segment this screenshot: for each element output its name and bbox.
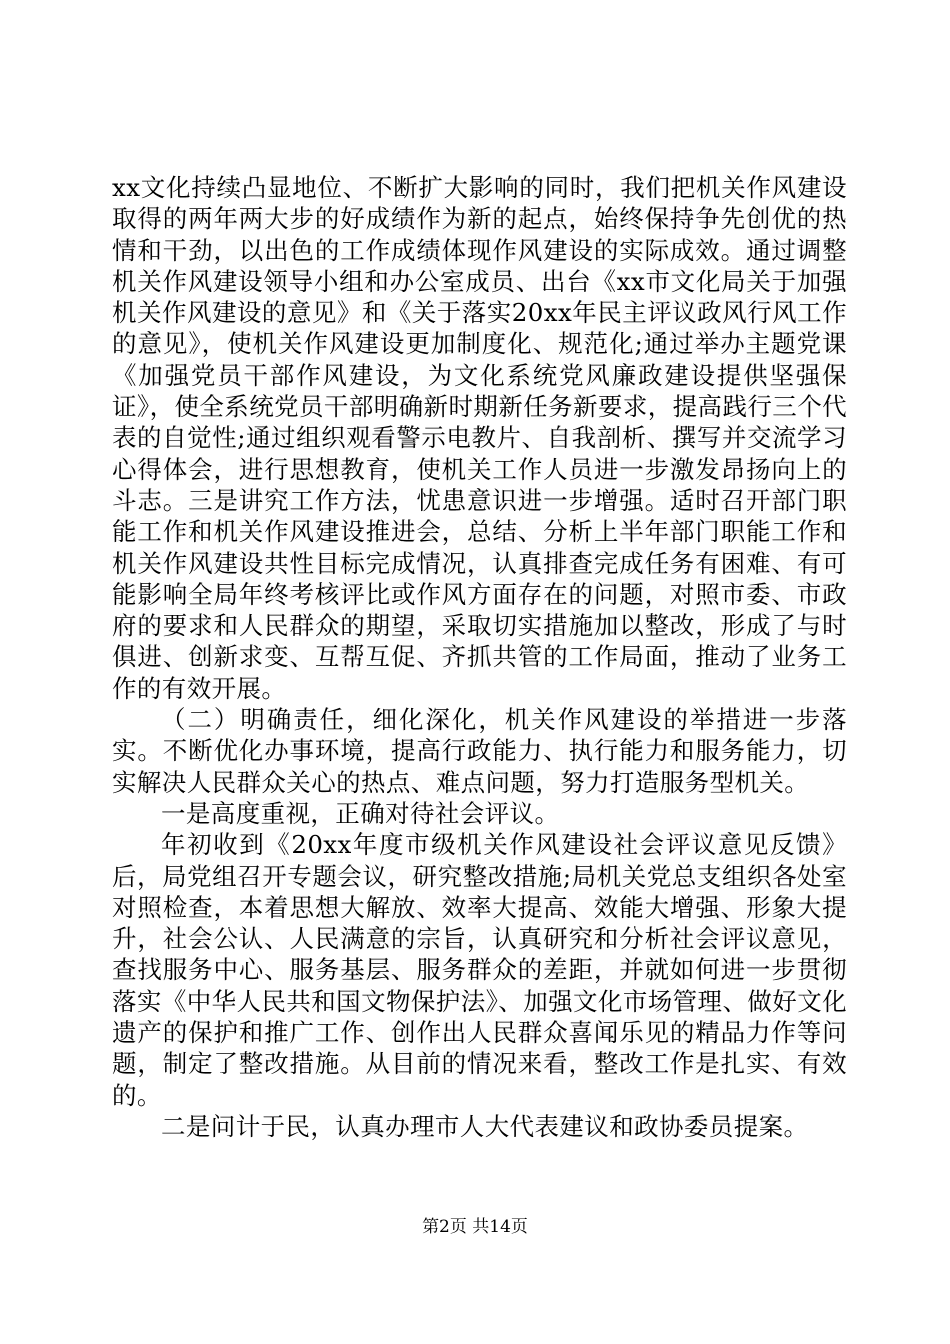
document-body [112, 172, 847, 1142]
paragraph-1: xx文化持续凸显地位、不断扩大影响的同时，我们把机关作风建设取得的两年两大步的好成绩作为新的起点，始终保持争先创优的热情和干劲，以出色的工作成绩体现作风建设的实际成效。通过调整机关作风建设领导小组和办公室成员、出台《xx市文化局关于加强机关作风建设的意见》和《关于落实20xx年民主评议政风行风工作的意见》，使机关作风建设更加制度化、规范化;通过举办主题党课《加强党员干部作风建设，为文化系统党风廉政建设提供坚强保证》，使全系统党员干部明确新时期新任务新要求，提高践行三个代表的自觉性;通过组织观看警示电教片、自我剖析、撰写并交流学习心得体会，进行思想教育，使机关工作人员进一步激发昂扬向上的斗志。三是讲究工作方法，忧患意识进一步增强。适时召开部门职能工作和机关作风建设推进会，总结、分析上半年部门职能工作和机关作风建设共性目标完成情况，认真排查完成任务有困难、有可能影响全局年终考核评比或作风方面存在的问题，对照市委、市政府的要求和人民群众的期望，采取切实措施加以整改，形成了与时俱进、创新求变、互帮互促、齐抓共管的工作局面，推动了业务工作的有效开展。 [112, 173, 847, 703]
paragraph-2: （二）明确责任，细化深化，机关作风建设的举措进一步落实。不断优化办事环境，提高行政能力、执行能力和服务能力，切实解决人民群众关心的热点、难点问题，努力打造服务型机关。 [112, 705, 847, 797]
paragraph-4: 年初收到《20xx年度市级机关作风建设社会评议意见反馈》后，局党组召开专题会议，研究整改措施;局机关党总支组织各处室对照检查，本着思想大解放、效率大提高、效能大增强、形象大提升，社会公认、人民满意的宗旨，认真研究和分析社会评议意见，查找服务中心、服务基层、服务群众的差距，并就如何进一步贯彻落实《中华人民共和国文物保护法》、加强文化市场管理、做好文化遗产的保护和推广工作、创作出人民群众喜闻乐见的精品力作等问题，制定了整改措施。从目前的情况来看，整改工作是扎实、有效的。 [112, 830, 847, 1110]
paragraph-5: 二是问计于民，认真办理市人大代表建议和政协委员提案。 [161, 1111, 809, 1141]
page-number-footer: 第2页 共14页 [422, 1217, 528, 1237]
paragraph-3: 一是高度重视，正确对待社会评议。 [161, 798, 560, 828]
